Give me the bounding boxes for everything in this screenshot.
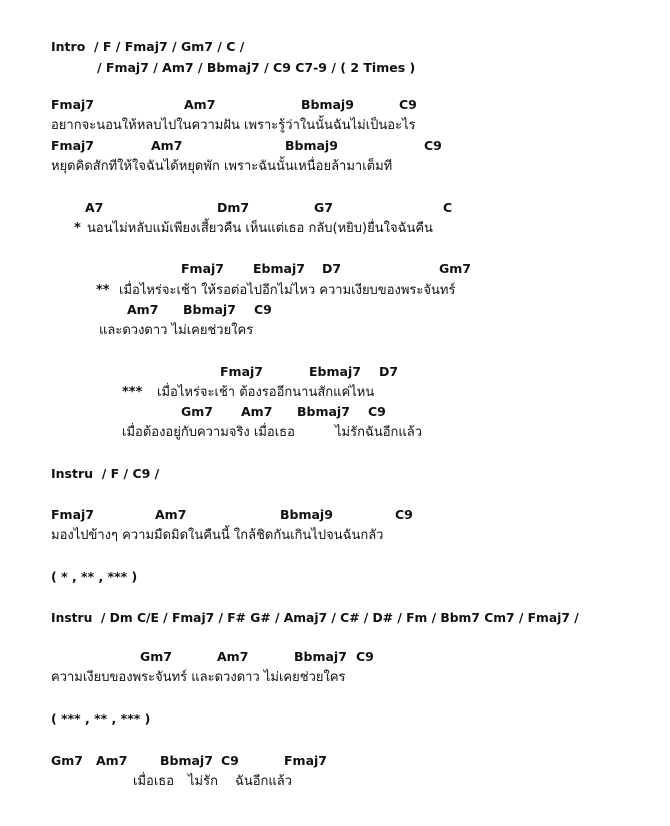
- chord-gm7: Gm7: [51, 753, 83, 768]
- chord-fmaj7: Fmaj7: [181, 261, 224, 276]
- chord-d7: D7: [322, 261, 342, 276]
- lyric-line: หยุดคิดสักทีให้ใจฉันได้หยุดพัก เพราะฉันนั้นเหนื่อยล้ามาเต็มที: [51, 159, 393, 174]
- chord-am7: Am7: [127, 302, 159, 317]
- chord-c: C: [443, 200, 453, 215]
- chord-c9: C9: [395, 507, 413, 522]
- section-marker: *: [74, 221, 81, 236]
- repeat-marker: ( * , ** , *** ): [51, 569, 138, 584]
- chord-gm7: Gm7: [181, 404, 213, 419]
- chord-gm7: Gm7: [439, 261, 471, 276]
- chord-ebmaj7: Ebmaj7: [309, 364, 361, 379]
- chord-am7: Am7: [151, 138, 183, 153]
- chord-bbmaj7: Bbmaj7: [183, 302, 236, 317]
- chord-c9: C9: [399, 97, 417, 112]
- chord-fmaj7: Fmaj7: [51, 138, 94, 153]
- chord-ebmaj7: Ebmaj7: [253, 261, 305, 276]
- lyric-word: ฉันอีกแล้ว: [235, 774, 293, 789]
- lyric-line: อยากจะนอนให้หลบไปในความฝัน เพราะรู้ว่าในนั้นฉันไม่เป็นอะไร: [51, 118, 416, 133]
- section-marker: **: [96, 283, 110, 298]
- lyric-word: เมื่อเธอ: [133, 774, 175, 789]
- lyric-line: ไม่รักฉันอีกแล้ว: [335, 425, 423, 440]
- section-marker: ***: [122, 385, 143, 400]
- chord-c9: C9: [368, 404, 386, 419]
- lyric-line: มองไปข้างๆ ความมืดมิดในคืนนี้ ใกล้ชิดกันเกินไปจนฉันกลัว: [51, 528, 384, 543]
- lyric-line: ความเงียบของพระจันทร์ และดวงดาว ไม่เคยช่วยใคร: [51, 670, 346, 685]
- chord-c9: C9: [254, 302, 272, 317]
- chord-dm7: Dm7: [217, 200, 250, 215]
- chord-am7: Am7: [96, 753, 128, 768]
- lyric-line: เมื่อไหร่จะเช้า ให้รอต่อไปอีกไม่ไหว ความเงียบของพระจันทร์: [119, 283, 456, 298]
- lyric-line: นอนไม่หลับแม้เพียงเสี้ยวคืน เห็นแต่เธอ กลับ(หยิบ)ยื่นใจฉันคืน: [87, 221, 433, 236]
- chord-am7: Am7: [241, 404, 273, 419]
- chord-bbmaj7: Bbmaj7: [160, 753, 213, 768]
- chord-fmaj7: Fmaj7: [51, 97, 94, 112]
- chord-c9: C9: [424, 138, 442, 153]
- chord-c9: C9: [356, 649, 374, 664]
- intro-line-2: / Fmaj7 / Am7 / Bbmaj7 / C9 C7-9 / ( 2 Times ): [97, 60, 416, 75]
- lyric-word: ไม่รัก: [188, 774, 218, 789]
- chord-bbmaj9: Bbmaj9: [301, 97, 354, 112]
- lyric-line: เมื่อไหร่จะเช้า ต้องรออีกนานสักแค่ไหน: [157, 385, 375, 400]
- chord-bbmaj7: Bbmaj7: [294, 649, 347, 664]
- chord-bbmaj9: Bbmaj9: [280, 507, 333, 522]
- chord-gm7: Gm7: [140, 649, 172, 664]
- chord-fmaj7: Fmaj7: [284, 753, 327, 768]
- instru-line: Instru / F / C9 /: [51, 466, 160, 481]
- lyric-line: และดวงดาว ไม่เคยช่วยใคร: [99, 323, 254, 338]
- instru-line: Instru / Dm C/E / Fmaj7 / F# G# / Amaj7 / C# / D# / Fm / Bbm7 Cm7 / Fmaj7 /: [51, 611, 579, 625]
- chord-c9: C9: [221, 753, 239, 768]
- chord-am7: Am7: [155, 507, 187, 522]
- chord-g7: G7: [314, 200, 333, 215]
- chord-d7: D7: [379, 364, 399, 379]
- chord-fmaj7: Fmaj7: [51, 507, 94, 522]
- chord-bbmaj9: Bbmaj9: [285, 138, 338, 153]
- chord-a7: A7: [85, 200, 104, 215]
- repeat-marker: ( *** , ** , *** ): [51, 711, 151, 726]
- chord-fmaj7: Fmaj7: [220, 364, 263, 379]
- intro-line-1: Intro / F / Fmaj7 / Gm7 / C /: [51, 39, 245, 54]
- chord-bbmaj7: Bbmaj7: [297, 404, 350, 419]
- chord-am7: Am7: [217, 649, 249, 664]
- chord-am7: Am7: [184, 97, 216, 112]
- lyric-line: เมื่อต้องอยู่กับความจริง เมื่อเธอ: [122, 425, 295, 440]
